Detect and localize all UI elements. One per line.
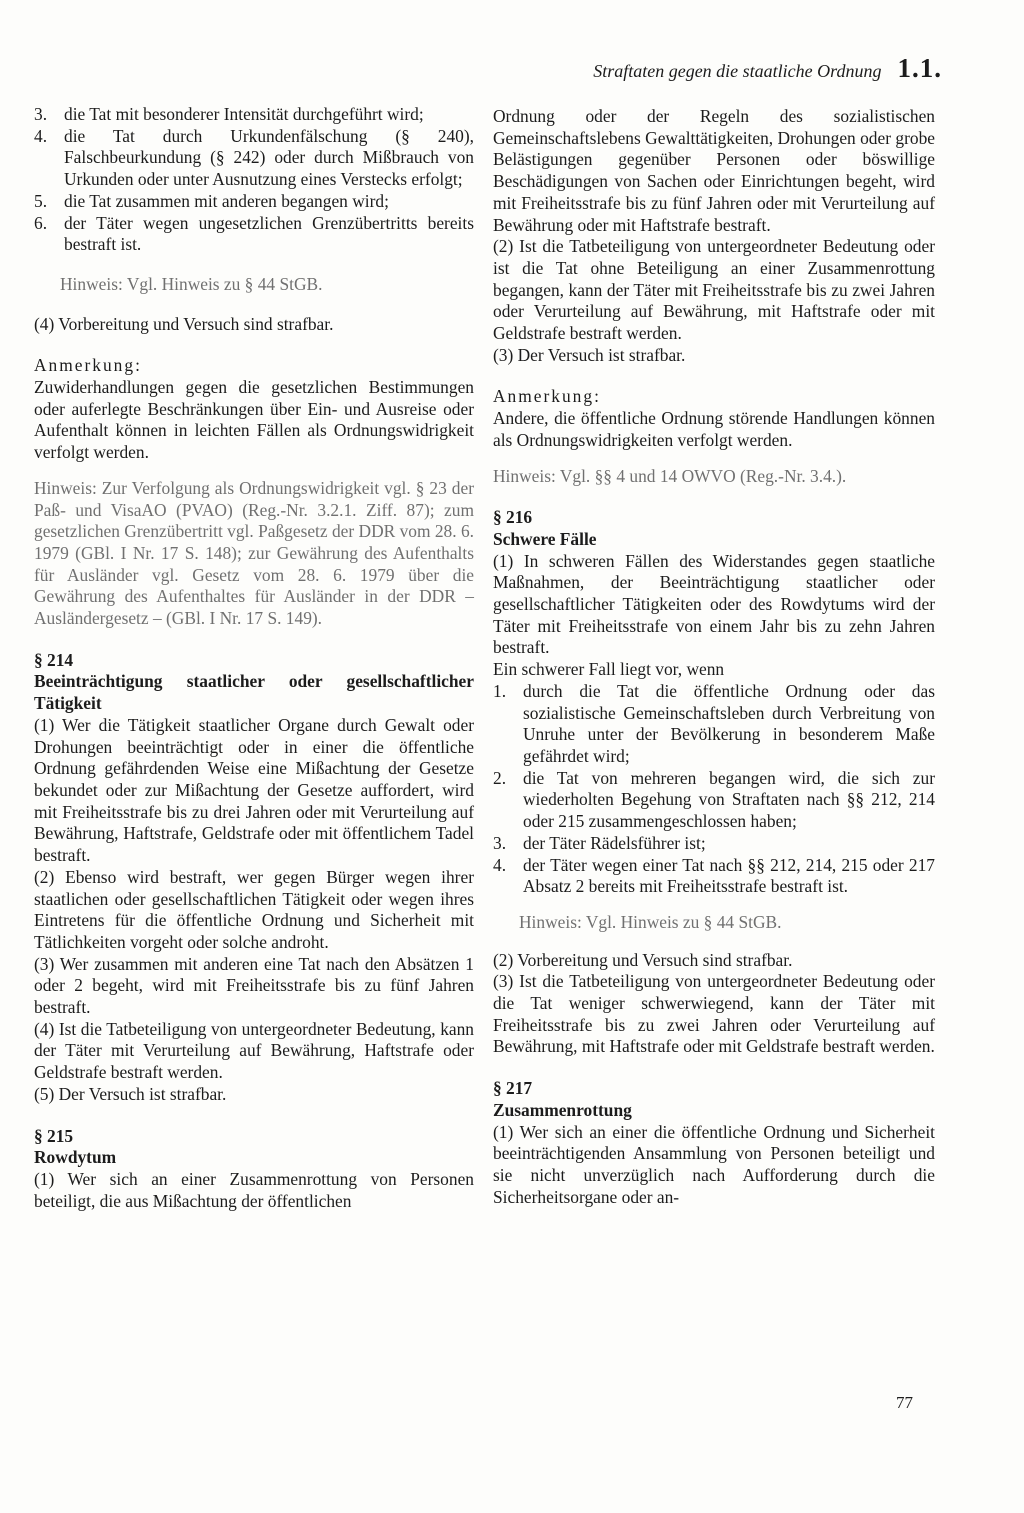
section-title: Rowdytum <box>34 1147 117 1168</box>
list-item-number: 1. <box>493 680 507 701</box>
list-item-text: der Täter wegen ungesetzlichen Grenzübertritts bereits bestraft ist. <box>64 212 474 255</box>
paragraph: (2) Ist die Tatbeteiligung von untergeordneter Bedeutung oder ist die Tat ohne Beteiligung an einer Zusammenrottung begangen, kann der Täter mit Freiheitsstrafe bis zu zwei Jahren oder Verurteilung auf Bewährung, mit Haftstrafe oder mit Geldstrafe bestraft werden. <box>493 236 935 344</box>
paragraph: (1) Wer sich an einer Zusammenrottung von Personen beteiligt, die aus Mißachtung der öffentlichen <box>34 1168 474 1211</box>
hinweis-note: Hinweis: Vgl. §§ 4 und 14 OWVO (Reg.-Nr. 3.4.). <box>493 465 847 486</box>
chapter-number: 1.1. <box>897 53 942 83</box>
list-item-number: 4. <box>34 125 48 146</box>
paragraph: (1) In schweren Fällen des Widerstandes gegen staatliche Maßnahmen, der Beeinträchtigung staatlicher oder gesellschaftlicher Tätigkeiten oder des Rowdytums wird der Täter mit Freiheitsstrafe von einem Jahr bis zu zehn Jahren bestraft. <box>493 550 935 658</box>
list-item <box>34 126 474 191</box>
list-item-number: 3. <box>34 104 48 124</box>
list-item <box>34 213 474 256</box>
section-number: § 217 <box>493 1078 533 1099</box>
paragraph: (1) Wer die Tätigkeit staatlicher Organe durch Gewalt oder Drohungen beeinträchtigt oder in einer die öffentliche Ordnung gefährdenden Weise eine Mißachtung der Gesetze bekundet oder zur Mißachtung der Gesetze auffordert, wird mit Freiheitsstrafe bis zu drei Jahren oder mit Verurteilung auf Bewährung, Haftstrafe, Geldstrafe oder mit öffentlichem Tadel bestraft. <box>34 714 474 866</box>
section-title: Beeinträchtigung staatlicher oder gesellschaftlicher Tätigkeit <box>34 671 474 714</box>
paragraph: (1) Wer sich an einer die öffentliche Ordnung und Sicherheit beeinträchtigenden Ansammlung von Personen beteiligt und sie nicht unverzüglich nach Aufforderung durch die Sicherheitsorgane oder an- <box>493 1121 935 1207</box>
section-title: Schwere Fälle <box>493 528 597 549</box>
section-number: § 215 <box>34 1125 74 1146</box>
section-number: § 214 <box>34 649 74 670</box>
paragraph: (3) Ist die Tatbeteiligung von untergeordneter Bedeutung oder die Tat weniger schwerwiegend, kann der Täter mit Freiheitsstrafe bis zu zwei Jahren oder Verurteilung auf Bewährung, mit Haftstrafe oder mit Geldstrafe bestraft werden. <box>493 971 935 1057</box>
paragraph: (4) Vorbereitung und Versuch sind strafbar. <box>34 313 334 334</box>
note-label: Anmerkung: <box>34 355 142 376</box>
list-item-text: durch die Tat die öffentliche Ordnung oder das sozialistische Gemeinschaftsleben durch Verbreitung von Unruhe unter der Bevölkerung in besonderem Maße gefährdet wird; <box>523 680 935 766</box>
left-column <box>34 104 474 1212</box>
note-text: Zuwiderhandlungen gegen die gesetzlichen Bestimmungen oder auferlegte Beschränkungen über Ein- und Ausreise oder Aufenthalt können in leichten Fällen als Ordnungswidrigkeit verfolgt werden. <box>34 377 474 463</box>
paragraph: (3) Der Versuch ist strafbar. <box>493 344 686 365</box>
running-header <box>593 53 942 83</box>
list-item-text: die Tat zusammen mit anderen begangen wird; <box>64 190 389 211</box>
note-text: Andere, die öffentliche Ordnung störende Handlungen können als Ordnungswidrigkeiten verfolgt werden. <box>493 408 935 450</box>
hinweis-note: Hinweis: Vgl. Hinweis zu § 44 StGB. <box>60 273 323 294</box>
paragraph: (2) Ebenso wird bestraft, wer gegen Bürger wegen ihrer staatlichen oder gesellschaftlichen Tätigkeit oder wegen ihres Eintretens für die öffentliche Ordnung und Sicherheit mit Tätlichkeiten vorgeht oder solche androht. <box>34 866 474 952</box>
hinweis-note: Hinweis: Vgl. Hinweis zu § 44 StGB. <box>519 911 782 932</box>
note-label: Anmerkung: <box>493 386 601 407</box>
list-item <box>493 681 935 768</box>
page-number: 77 <box>896 1393 913 1412</box>
list-item-number: 3. <box>493 832 507 853</box>
list-item-number: 4. <box>493 854 507 875</box>
list-item-text: der Täter wegen einer Tat nach §§ 212, 214, 215 oder 217 Absatz 2 bereits mit Freiheitsstrafe bestraft ist. <box>523 854 935 897</box>
hinweis-note: Hinweis: Zur Verfolgung als Ordnungswidrigkeit vgl. § 23 der Paß- und VisaAO (PVAO) (Reg.-Nr. 3.2.1. Ziff. 87); zum gesetzlichen Grenzübertritt vgl. Paßgesetz der DDR vom 28. 6. 1979 (GBl. I Nr. 17 S. 148); zur Gewährung des Aufenthalts für Ausländer vgl. Gesetz vom 28. 6. 1979 über die Gewährung des Aufenthaltes für Ausländer in der DDR – Ausländergesetz – (GBl. I Nr. 17 S. 149). <box>34 477 474 629</box>
paragraph: (2) Vorbereitung und Versuch sind strafbar. <box>493 949 793 970</box>
list-item-number: 5. <box>34 190 48 211</box>
list-item-number: 2. <box>493 767 507 788</box>
list-item-text: die Tat durch Urkundenfälschung (§ 240), Falschbeurkundung (§ 242) oder durch Mißbrauch von Urkunden oder unter Ausnutzung eines Verstecks erfolgt; <box>64 125 474 190</box>
list-item <box>34 191 474 213</box>
list-item <box>493 768 935 833</box>
paragraph: (4) Ist die Tatbeteiligung von untergeordneter Bedeutung, kann der Täter mit Verurteilung auf Bewährung, Haftstrafe oder Geldstrafe bestraft werden. <box>34 1018 474 1083</box>
section-number: § 216 <box>493 507 533 528</box>
paragraph: (5) Der Versuch ist strafbar. <box>34 1083 227 1104</box>
paragraph: (3) Wer zusammen mit anderen eine Tat nach den Absätzen 1 oder 2 begeht, wird mit Freiheitsstrafe bis zu fünf Jahren bestraft. <box>34 953 474 1018</box>
list-item <box>493 855 935 898</box>
list-item-text: die Tat von mehreren begangen wird, die sich zur wiederholten Begehung von Straftaten nach §§ 212, 214 oder 215 zusammengeschlossen haben; <box>523 767 935 832</box>
list-item-text: die Tat mit besonderer Intensität durchgeführt wird; <box>64 104 424 124</box>
list-item-text: der Täter Rädelsführer ist; <box>523 832 706 853</box>
list-item <box>493 833 935 855</box>
list-item <box>34 104 474 126</box>
list-item-number: 6. <box>34 212 48 233</box>
paragraph: Ein schwerer Fall liegt vor, wenn <box>493 659 725 680</box>
section-title: Zusammenrottung <box>493 1099 632 1120</box>
paragraph: Ordnung oder der Regeln des sozialistischen Gemeinschaftslebens Gewalttätigkeiten, Drohungen oder grobe Belästigungen gegenüber Personen oder böswillige Beschädigungen von Sachen oder Einrichtungen begeht, wird mit Freiheitsstrafe bis zu fünf Jahren oder mit Verurteilung auf Bewährung oder mit Haftstrafe bestraft. <box>493 106 935 235</box>
right-column <box>493 106 935 1208</box>
running-title: Straftaten gegen die staatliche Ordnung <box>593 61 882 81</box>
